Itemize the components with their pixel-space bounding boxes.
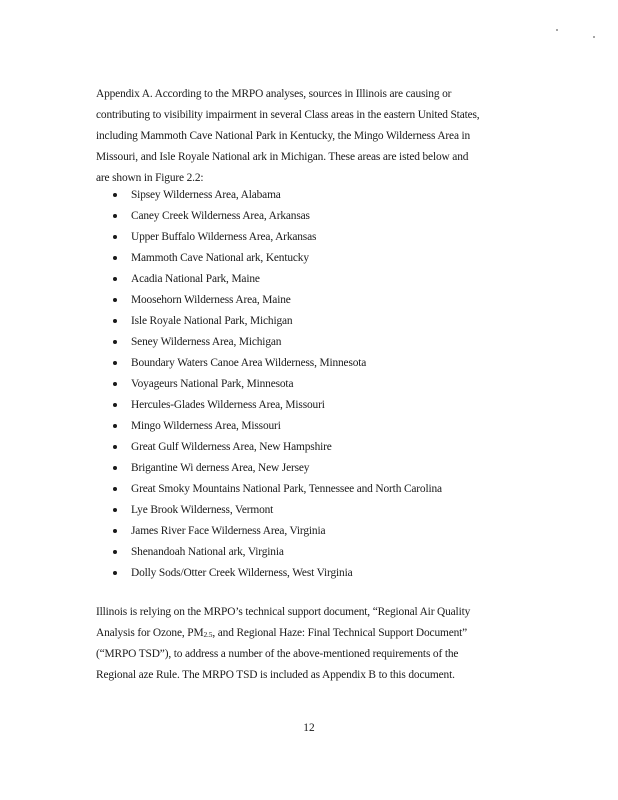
list-item bbox=[110, 437, 442, 458]
area-name: Seney Wilderness Area, Michigan bbox=[131, 336, 282, 348]
list-item bbox=[110, 458, 442, 479]
intro-paragraph bbox=[96, 84, 524, 189]
list-item bbox=[110, 332, 442, 353]
area-name: Lye Brook Wilderness, Vermont bbox=[131, 504, 274, 516]
paragraph-line: (“MRPO TSD”), to address a number of the above-mentioned requirements of the bbox=[96, 648, 459, 660]
area-name: Acadia National Park, Maine bbox=[131, 273, 260, 285]
bullet-icon bbox=[113, 403, 117, 407]
area-name: Isle Royale National Park, Michigan bbox=[131, 315, 293, 327]
area-name: Hercules-Glades Wilderness Area, Missouri bbox=[131, 399, 325, 411]
area-name: Brigantine Wi derness Area, New Jersey bbox=[131, 462, 310, 474]
bullet-icon bbox=[113, 256, 117, 260]
bullet-icon bbox=[113, 277, 117, 281]
paragraph-line: Regional aze Rule. The MRPO TSD is included as Appendix B to this document. bbox=[96, 669, 455, 681]
bullet-icon bbox=[113, 508, 117, 512]
list-item bbox=[110, 206, 442, 227]
text-fragment: Analysis for Ozone, PM bbox=[96, 627, 204, 639]
bullet-icon bbox=[113, 529, 117, 533]
bullet-icon bbox=[113, 319, 117, 323]
area-name: James River Face Wilderness Area, Virginia bbox=[131, 525, 326, 537]
bullet-icon bbox=[113, 298, 117, 302]
subscript: 2.5 bbox=[203, 630, 213, 639]
area-name: Voyageurs National Park, Minnesota bbox=[131, 378, 294, 390]
list-item bbox=[110, 521, 442, 542]
list-item bbox=[110, 563, 442, 584]
paragraph-line: Illinois is relying on the MRPO’s technical support document, “Regional Air Quality bbox=[96, 606, 471, 618]
list-item bbox=[110, 479, 442, 500]
area-name: Mammoth Cave National ark, Kentucky bbox=[131, 252, 309, 264]
tsd-paragraph bbox=[96, 602, 524, 686]
paragraph-line: are shown in Figure 2.2: bbox=[96, 172, 204, 184]
paragraph-line: Missouri, and Isle Royale National ark in Michigan. These areas are isted below and bbox=[96, 151, 469, 163]
text-fragment: , and Regional Haze: Final Technical Support Document” bbox=[212, 627, 468, 639]
area-name: Mingo Wilderness Area, Missouri bbox=[131, 420, 281, 432]
paragraph-line bbox=[96, 623, 524, 644]
list-item bbox=[110, 290, 442, 311]
bullet-icon bbox=[113, 571, 117, 575]
area-name: Sipsey Wilderness Area, Alabama bbox=[131, 189, 281, 201]
paragraph-line: contributing to visibility impairment in several Class areas in the eastern United States, bbox=[96, 109, 480, 121]
class-i-areas-list bbox=[110, 185, 442, 584]
bullet-icon bbox=[113, 214, 117, 218]
area-name: Great Smoky Mountains National Park, Tennessee and North Carolina bbox=[131, 483, 442, 495]
scan-speck bbox=[556, 29, 558, 31]
paragraph-line: Appendix A. According to the MRPO analyses, sources in Illinois are causing or bbox=[96, 88, 452, 100]
list-item bbox=[110, 395, 442, 416]
list-item bbox=[110, 227, 442, 248]
list-item bbox=[110, 311, 442, 332]
area-name: Boundary Waters Canoe Area Wilderness, Minnesota bbox=[131, 357, 367, 369]
area-name: Great Gulf Wilderness Area, New Hampshire bbox=[131, 441, 332, 453]
list-item bbox=[110, 185, 442, 206]
bullet-icon bbox=[113, 466, 117, 470]
bullet-icon bbox=[113, 550, 117, 554]
bullet-icon bbox=[113, 382, 117, 386]
page-number: 12 bbox=[303, 722, 315, 734]
area-name: Caney Creek Wilderness Area, Arkansas bbox=[131, 210, 310, 222]
list-item bbox=[110, 353, 442, 374]
bullet-icon bbox=[113, 193, 117, 197]
bullet-icon bbox=[113, 487, 117, 491]
list-item bbox=[110, 542, 442, 563]
area-name: Upper Buffalo Wilderness Area, Arkansas bbox=[131, 231, 317, 243]
bullet-icon bbox=[113, 445, 117, 449]
list-item bbox=[110, 416, 442, 437]
list-item bbox=[110, 500, 442, 521]
bullet-icon bbox=[113, 424, 117, 428]
list-item bbox=[110, 374, 442, 395]
bullet-icon bbox=[113, 340, 117, 344]
scan-speck bbox=[593, 36, 595, 38]
list-item bbox=[110, 269, 442, 290]
area-name: Dolly Sods/Otter Creek Wilderness, West Virginia bbox=[131, 567, 353, 579]
list-item bbox=[110, 248, 442, 269]
area-name: Moosehorn Wilderness Area, Maine bbox=[131, 294, 291, 306]
bullet-icon bbox=[113, 235, 117, 239]
paragraph-line: including Mammoth Cave National Park in Kentucky, the Mingo Wilderness Area in bbox=[96, 130, 471, 142]
bullet-icon bbox=[113, 361, 117, 365]
area-name: Shenandoah National ark, Virginia bbox=[131, 546, 284, 558]
